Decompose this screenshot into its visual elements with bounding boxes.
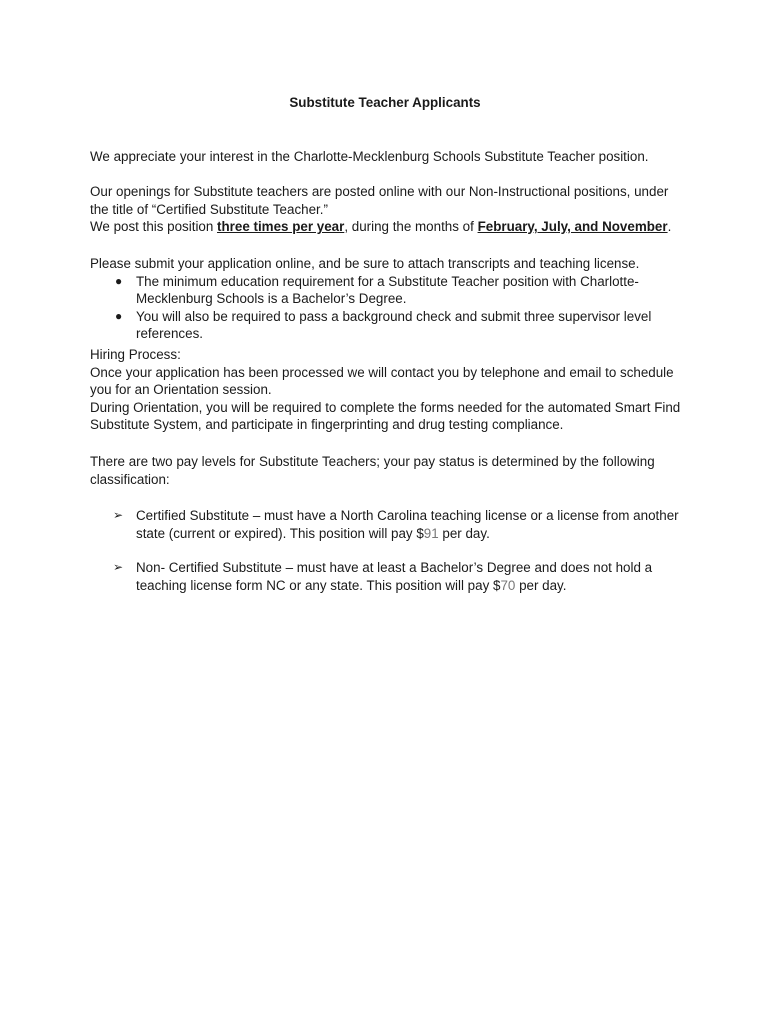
pay-intro: There are two pay levels for Substitute Teachers; your pay status is determined by the following classification:: [90, 454, 655, 487]
hiring-paragraph: [90, 346, 690, 434]
pay-paragraph: [90, 453, 690, 488]
pay-suffix: per day.: [438, 525, 490, 541]
hiring-text-1: Once your application has been processed we will contact you by telephone and email to schedule you for an Orientation session.: [90, 364, 674, 398]
intro-paragraph: [90, 148, 690, 166]
pay-level-list: [90, 507, 690, 594]
pay-levels: [90, 507, 690, 611]
requirements-list: [90, 273, 690, 343]
list-item: [90, 273, 690, 308]
post-end: .: [667, 219, 672, 235]
list-item: [90, 559, 690, 594]
pay-amount: 70: [500, 577, 516, 593]
pay-amount: 91: [423, 525, 439, 541]
pay-level-text: Non- Certified Substitute – must have at least a Bachelor’s Degree and does not hold a teaching license form NC or any state. This position will pay $: [136, 560, 653, 593]
pay-level-text: Certified Substitute – must have a North Carolina teaching license or a license from another state (current or expired). This position will pay $: [136, 508, 679, 541]
post-frequency: three times per year: [217, 219, 345, 235]
requirement-text: The minimum education requirement for a Substitute Teacher position with Charlotte-Mecklenburg Schools is a Bachelor’s Degree.: [136, 273, 639, 307]
bullet-dot-icon: ●: [115, 308, 123, 323]
post-prefix: We post this position: [90, 219, 218, 235]
openings-text: Our openings for Substitute teachers are posted online with our Non-Instructional positions, under the title of “Certified Substitute Teacher.”: [90, 184, 669, 217]
arrowhead-icon: ➢: [113, 508, 124, 522]
openings-paragraph: [90, 183, 690, 236]
bullet-dot-icon: ●: [115, 273, 123, 288]
requirement-text: You will also be required to pass a background check and submit three supervisor level references.: [136, 308, 652, 342]
pay-suffix: per day.: [515, 577, 567, 593]
intro-text: We appreciate your interest in the Charlotte-Mecklenburg Schools Substitute Teacher position.: [90, 149, 649, 164]
hiring-text-2: During Orientation, you will be required to complete the forms needed for the automated Smart Find Substitute System, and participate in fingerprinting and drug testing compliance.: [90, 399, 681, 433]
hiring-heading: Hiring Process:: [90, 347, 181, 362]
arrowhead-icon: ➢: [113, 560, 124, 575]
document-title: Substitute Teacher Applicants: [289, 95, 481, 110]
post-months: February, July, and November: [477, 219, 668, 235]
post-schedule-text: [90, 218, 690, 236]
submit-text: Please submit your application online, and be sure to attach transcripts and teaching license.: [90, 256, 640, 271]
list-item: [90, 507, 690, 542]
post-mid: , during the months of: [344, 219, 478, 235]
list-item: [90, 308, 690, 343]
submit-paragraph: [90, 255, 690, 343]
